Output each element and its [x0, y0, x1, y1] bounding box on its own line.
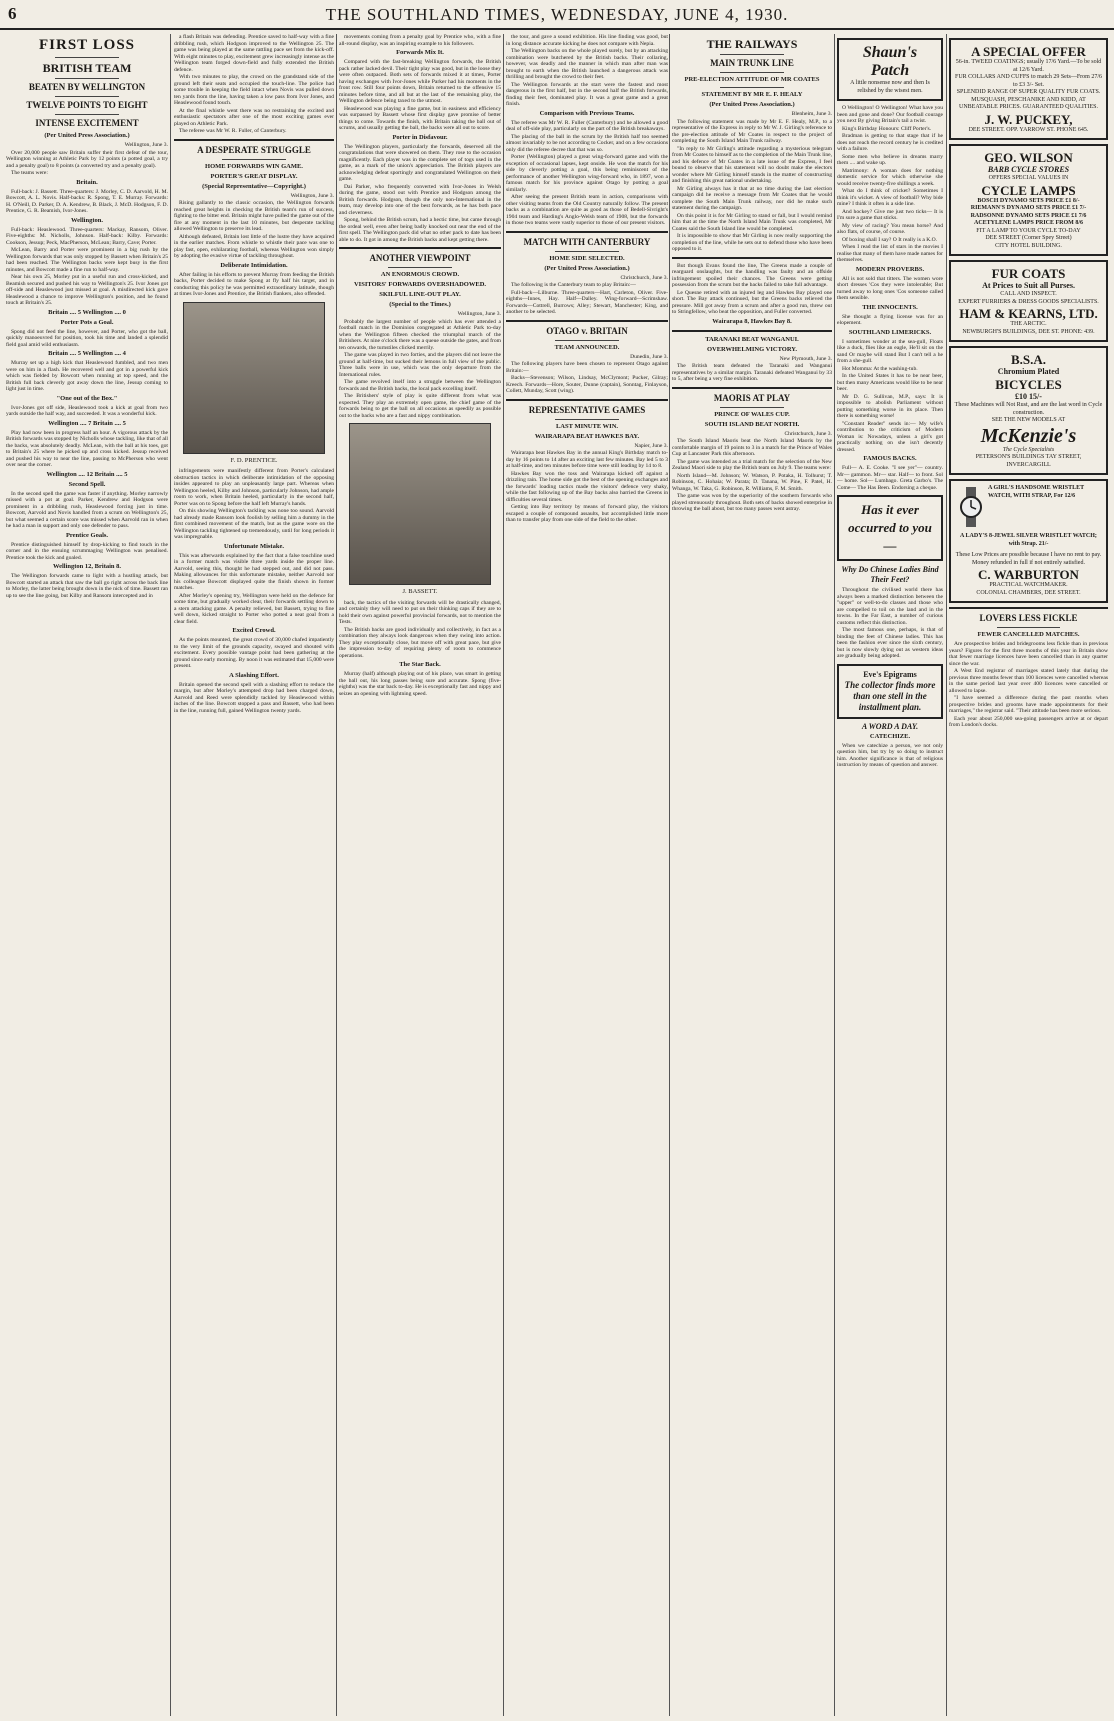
column-rule [336, 34, 337, 1716]
ad-line: Chromium Plated [997, 367, 1060, 376]
paragraph: Murray set up a high kick that Heaslewood fumbled, and two men were on him in a flash. He recovered well and got in a powerful kick which was fielded by Bowcott when running at top speed, and the British full back cleverly got away down the line, Jessup coming to light just in time. [6, 360, 168, 392]
verse: And hockey? Give me just two ticks— It is I'm sure a game that sticks. [837, 208, 943, 221]
subheadline: STATEMENT BY MR E. F. HEALY [701, 91, 803, 98]
paragraph: Each year about 250,000 sea-going passengers arrive at or depart from London's docks. [949, 715, 1108, 728]
ad-line: SPLENDID RANGE OF SUPER QUALITY FUR COATS. [956, 89, 1101, 95]
ad-advertiser: GEO. WILSON [984, 150, 1073, 165]
section-label: THE INNOCENTS. [862, 303, 918, 311]
dateline: Dunedin, June 3. [630, 353, 668, 360]
paragraph: Porter (Wellington) played a great wing-forward game and with the exception of occasional lapses, kept onside. He won the match for his side by cleverly potting a goal, this being reminiscent of the performance of another Wellington wing-forward who, in 1897, won a famous match for his province against Otago by potting a goal similarly. [506, 154, 668, 193]
paragraph: The Wellington backs on the whole played surely, but by an attacking combination were butchered by the British backs. Their collaring, however, was deadly and the manner in which man after man was brought to earth when the British launched a dangerous attack was thrilling and brought the crowd to their feet. [506, 48, 668, 80]
paragraph: a flash Britain was defending. Prentice saved to half-way with a fine dribbling rush, which Hodgson improved to the Wellington 25. The game was being played at the same rattling pace set from the kick-off. With eight minutes to play, excitement grew increasingly intense as the Wellington team forged down-field and fully extended the British defence. [174, 34, 334, 73]
verse: When I read the list of stars in the movies I realise that many of them have made names for themselves. [837, 244, 943, 263]
credit: (Special Representative—Copyright.) [202, 182, 306, 190]
verse: In the United States it has to be near beer, but then many Americans would like to be near beer. [837, 373, 943, 392]
advertisement-puckey [949, 38, 1108, 140]
section-label: FAMOUS BACKS. [863, 455, 917, 462]
subheadline: PORTER'S GREAT DISPLAY. [210, 172, 298, 180]
portrait-photo [349, 423, 491, 585]
ad-price: £10 15/- [1015, 392, 1042, 401]
ad-title: A SPECIAL OFFER [971, 44, 1086, 59]
column-rule [170, 34, 171, 1716]
section-label: Excited Crowd. [232, 627, 276, 634]
ad-line: CALL AND INSPECT. [1000, 291, 1057, 297]
headline: MATCH WITH CANTERBURY [523, 236, 651, 247]
verse: She thought a flying license was for an elopement. [837, 313, 943, 326]
wristwatch-icon [956, 487, 986, 527]
ad-address: DEE STREET (Corner Spey Street) [985, 235, 1072, 241]
paragraph: The following players have been chosen to represent Otago against Britain:— [506, 361, 668, 374]
paragraph: On this showing Wellington's tackling was none too sound. Aarvold had already made Ransom look foolish by selling him a dummy in the first combined movement of the match, but as the game wore on the Wellington tackling tightened up tremendously, until for long periods it was impregnable. [174, 508, 334, 540]
paragraph: movements coming from a penalty goal by Prentice who, with a fine all-round display, was an inspiring example to his followers. [339, 34, 501, 47]
section-label: Porter Pots a Goal. [60, 318, 114, 326]
column-rule [503, 34, 504, 1716]
ad-line: 56-in. TWEED COATINGS; usually 17/6 Yard.—To be sold at 12/6 Yard. [955, 59, 1102, 73]
dateline: Wellington, June 3. [124, 142, 168, 148]
column-1 [6, 34, 168, 1716]
score-line: Wellington .... 12 Britain .... 5 [46, 470, 128, 478]
column-rule [834, 34, 835, 1716]
paragraph: Full-back: J. Bassett. Three-quarters: J. Morley, C. D. Aarvold, H. M. Bowcott, A. L. Novis. Half-backs: R. Spong, T. E. Murray. Forwards: H. O'Neill, D. Parker, D. A. Kendrew, B. Black, J. McD. Hodgson, F. D. Prentice, G. R. Beamish, Ivor-Jones. [6, 188, 168, 214]
paragraph: back, the tactics of the visiting forwards will be drastically changed, and certainly they will need to put on their thinking caps if they are to hold their own against powerful provincial forwards, not to mention the Tests. [339, 599, 501, 625]
paragraph: The following is the Canterbury team to play Britain:— [511, 282, 636, 288]
paragraph: the tour, and gave a sound exhibition. His line finding was good, but in long distance accurate kicking he does not compare with Nepia. [506, 34, 668, 47]
ad-line: At Prices to Suit all Purses. [982, 281, 1075, 290]
paragraph: The game was won by the superiority of the southern forwards who played strenuously throughout. Both sets of backs showed enterprise in throwing the ball about, but too many passes went astray. [672, 493, 832, 512]
paragraph: The following statement was made by Mr E. F. Healy, M.P., to a representative of the Express in reply to Mr W. J. Girling's reference to the pre-election attitude of Mr Coates in respect to the project of completing the South Island Main Trunk railway. [672, 118, 832, 144]
headline: FIRST LOSS [38, 37, 135, 53]
verse: Hot Momma: At the washing-tub. [842, 365, 918, 372]
paragraph: Prentice distinguished himself by drop-kicking to find touch in the corner and in the ensuing scrummaging Wellington was penalised. Prentice took the kick and goaled. [6, 541, 168, 561]
advertisement-ham-kearns [949, 260, 1108, 342]
page-number: 6 [8, 4, 17, 23]
headline: LOVERS LESS FICKLE [979, 613, 1078, 623]
paragraph: Dai Parker, who frequently converted with Ivor-Jones in Welsh during the game, stood out with Prentice and Hodgson among the British forwards. Hodgson, though the only non-International in the team, may develop into one of the best forwards, as he has both pace and cleverness. [339, 183, 501, 216]
column-2 [174, 34, 334, 1716]
subheadline: TWELVE POINTS TO EIGHT [26, 100, 148, 110]
ad-line: FIT A LAMP TO YOUR CYCLE TO-DAY [976, 227, 1081, 234]
verse: Bradman is getting to that stage that if he does not reach the record century he is credited with a failure. [837, 133, 943, 152]
paragraph: On this point it is for Mr Girling to stand or fall, but I would remind him that at the time the North Island Main Trunk was completed, Mr Coates said the South Island line would be completed. [672, 212, 832, 232]
paragraph: Throughout the civilised world there has always been a marked distinction between the "upper" or well-to-do classes and those who are compelled to toil on the land and in the towns. In the Far East, a number of curious customs reflect this distinction. [837, 587, 943, 626]
ad-price-item: ACETYLENE LAMPS PRICE FROM 8/6 [973, 220, 1083, 226]
ad-advertiser: McKenzie's [980, 424, 1077, 447]
section-label: Second Spell. [68, 480, 106, 488]
dateline: Blenheim, June 3. [791, 111, 832, 117]
headline: REPRESENTATIVE GAMES [528, 404, 646, 415]
headline: A DESPERATE STRUGGLE [197, 144, 311, 155]
paragraph: Le Quesne retired with an injured leg and Hawkes Bay played one short. The Bay attack continued, but the Greens backs relieved the pressure. Mill got away from a scrum and after a good run, threw out to Stringfellow, who beat the opposition, and Fuller converted. [672, 289, 832, 315]
subheadline: VISITORS' FORWARDS OVERSHADOWED. [353, 281, 487, 288]
ad-line: FUR COLLARS AND CUFFS to match 29 Sets—From 27/6 to £3 3/- Set. [954, 74, 1103, 88]
paragraph: Full-back: Heaslewood. Three-quarters: Mackay, Ransom, Oliver. Five-eighths: M. Nicholls, Johnson. Half-back: Kilby. Forwards: Cookson, Jessup; Peck, MacPherson, McLean; Barry, Cave; Porter. [6, 226, 168, 246]
subheadline: FEWER CANCELLED MATCHES. [977, 631, 1080, 638]
paragraph: The referee was Mr W. R. Fuller (Canterbury) and he allowed a good deal of off-side play, particularly on the part of the British breakaways. [506, 119, 668, 132]
paragraph: Rising gallantly to the classic occasion, the Wellington forwards reached great heights in checking the British team's run of success, fighting to the bitter end. Britain might have pulled the game out of the fire at any moment in the last 10 minutes, but desperate tackling allowed Wellington to preserve its lead. [174, 200, 334, 232]
paragraph: Near his own 25, Morley put in a useful run and cross-kicked, and Beamish secured and pushed his way to Wellington's 25. Ivor Jones got off-side and Heaslewood just missed at goal. A misdirected kick gave Heaslewood a chance to improve Wellington's position, and he found touch at Britain's 25. [6, 274, 168, 306]
dateline: Christchurch, June 3. [784, 430, 832, 437]
paragraph: Probably the largest number of people which has ever attended a football match in the Dominion congregated at Athletic Park to-day when the Wellington fifteen checked the triumphal march of the Britishers. At nine o'clock there was a queue outside the gates, and from ten onwards, the turnstiles clicked merrily. [339, 318, 501, 351]
paragraph: The game was intended as a trial match for the selection of the New Zealand Maori side to play the British team on July 9. The teams were: [672, 458, 832, 471]
column-6 [837, 34, 943, 1716]
paragraph: Murray (half) although playing out of his place, was smart in getting the ball out, his long passes being sure and accurate. Spong (five-eighths) was the star back to-day. He is exceptionally fast and nippy and seizes an opening with lightning speed. [339, 671, 501, 697]
paragraph: The referee was Mr W. R. Fuller, of Canterbury. [179, 128, 287, 134]
ad-advertiser: J. W. PUCKEY, [984, 111, 1073, 127]
ad-subtitle: BARB CYCLE STORES [987, 165, 1070, 174]
paragraph: Getting into Bay territory by means of forward play, the visitors escaped a couple of compound assaults, but accomplished little more than to transfer play from one side of the field to the other. [506, 504, 668, 523]
photo-caption: J. BASSETT. [402, 588, 438, 595]
subheadline: BEATEN BY WELLINGTON [28, 82, 146, 92]
headline: TARANAKI BEAT WANGANUI. [705, 335, 799, 343]
paragraph: The Wellington players, particularly the forwards, deserved all the congratulations that were showered on them. They rose to the occasion magnificently. Each player was in the complete set of togs used in the game, as a mark of the union's appreciation. The British players are acknowledging defeat sportingly and congratulated Wellington on their game. [339, 143, 501, 182]
section-label: The Star Back. [399, 661, 441, 668]
paragraph: Spong did not feed the line, however, and Porter, who got the ball, quickly manoeuvred for position, took his time and landed a splendid field goal amid wild enthusiasm. [6, 328, 168, 348]
section-label: MODERN PROVERBS. [855, 265, 925, 273]
paragraph: "In reply to Mr Girling's attitude regarding a mysterious telegram from Mr Coates to himself as to the completion of the Main Trunk line, and his defence of Mr Coates in a late issue of the Express, I feel bound to observe that his statement will no doubt make the electors wonder where Mr Girling himself stands in the matter of constructing and finishing this great national undertaking. [672, 145, 832, 184]
ad-advertiser: C. WARBURTON [978, 567, 1079, 582]
score-line: Britain .... 5 Wellington .... 0 [48, 308, 126, 316]
section-label: Porter in Disfavour. [392, 133, 448, 141]
ad-line: These Machines will Not Rust, and are the last word in Cycle construction. [954, 402, 1103, 416]
paragraph: Full-back—Lilburne. Three-quarters—Hart, Carleton, Oliver. Five-eighths—Innes, Hay. Half—Dalley. Wing-forward—Scrimshaw. Forwards—Cottrell, Burrows; Alley; Stewart, Manchester; King, and another to be selected. [506, 289, 668, 315]
logo-text: Shaun's Patch [862, 44, 918, 79]
paragraph: The game revolved itself into a struggle between the Wellington forwards and the British backs, the local pack excelling itself. [339, 379, 501, 392]
section-label: A WORD A DAY. [861, 721, 919, 731]
verse: "Constant Reader" sends in:— My wife's contribution to the criticism of Modern Woman is: Nowadays, unless a girl's got practically nothing on she isn't decently dressed. [837, 420, 943, 453]
logo-tagline: A little nonsense now and then Is relished by the wisest men. [850, 80, 930, 94]
headline: OTAGO v. BRITAIN [546, 325, 628, 336]
subheadline: LAST MINUTE WIN. [555, 422, 619, 430]
paragraph: The placing of the ball in the scrum by the British half too seemed almost invariably to be not according to Cocker, and on a few occasions only did the referee decree that that was so. [506, 133, 668, 153]
subheadline: SOUTH ISLAND BEAT NORTH. [704, 420, 800, 428]
ad-title: B.S.A. [1010, 352, 1047, 367]
paragraph: Britain opened the second spell with a slashing effort to reduce the margin, but after Morley's attempted drop had been charged down, Aarvold and Reed were splendidly tackled by Heaslewood within inches of the line. Bowcott stopped a pass and Bassett, who had been in the line, running full, gained Wellington twenty yards. [174, 681, 334, 714]
section-label: Comparison with Previous Teams. [539, 109, 635, 117]
epigram-text: The collector finds more than one stell in the installment plan. [844, 679, 936, 712]
subheadline: HOME SIDE SELECTED. [549, 254, 625, 262]
eves-epigrams-box [837, 664, 943, 719]
paragraph: After seeing the present British team in action, comparisons with other visiting teams from the Old Country naturally follow. The present backs as a combination are quite as good as those of Bedell-Sivright's 1904 team and Harding's Anglo-Welsh team of 1908, but the forwards in those two teams were vastly superior to those of our present visitors. [506, 194, 668, 226]
section-label: Why Do Chinese Ladies Bind Their Feet? [841, 565, 939, 584]
paragraph: It is impossible to show that Mr Girling is now really supporting the completion of the line, while he sets out to defend those who have been opposed to it. [672, 233, 832, 252]
verse: O Wellington! O Wellington! What have you been and gone and done? Our football courage you next By giving Britain's tail a twist. [837, 105, 943, 124]
column-rule [946, 34, 947, 1716]
verse: All is not sold that titters. The women wore short dresses 'Cos they were intolerable; But turned away to long ones 'Cos someone called them sensible. [837, 275, 943, 301]
paragraph: The most famous one, perhaps, is that of binding the feet of Chinese ladies. This has been the fashion ever since the sixth century, but is now slowly dying out as western ideas are gradually being adopted. [837, 627, 943, 659]
photo-caption: F. D. PRENTICE. [230, 456, 278, 464]
paragraph: The British backs are good individually and collectively, in fact as a combination they always look dangerous when they swing into action. They play exceptionally close, but move off with great pace, but give the impression to-day of requiring plenty of room to commence operations. [339, 626, 501, 659]
paragraph: Wairarapa beat Hawkes Bay in the annual King's Birthday match to-day by 16 points to 14 after an exciting last few minutes. Bay led 5 to 3 at half-time, and ten minutes before time were still leading by 14 to 8. [506, 450, 668, 469]
verse: I sometimes wonder at the sea-gull, Floats like a duck, flies like an eagle, He'll sit on the sand Or maybe will stand But I can't tell a he from a she-gull. [837, 338, 943, 364]
paragraph: Although defeated, Britain lost little of the lustre they have acquired in the earlier matches. From whistle to whistle their pace was one to play fast, open, exhilarating football, whereas Wellington won simply by adopting the evasive virtue of tackling throughout. [174, 233, 334, 259]
verse: Of boxing shall I say? O It really is a K.O. [842, 236, 938, 243]
paragraph: Compared with the fast-breaking Wellington forwards, the British pack rather lacked devil. Their tight play was good, but in the loose they were often outpaced. Both sets of forwards mixed it at times, Porter having exchanges with Ivor-Jones while Parker had his moments in the front row. Still four points down, Britain returned to the offensive 15 minutes before time, and all but at the last of the remaining play, the Wellington defence being taxed to the utmost. [339, 59, 501, 104]
credit: (Per United Press Association.) [44, 132, 130, 139]
paragraph: As the points mounted, the great crowd of 30,000 chafed impatiently to the very limit of the grounds capacity, swayed and shouted with excitement. Every possible vantage point had been gathering at the ground since early morning. By noon it was estimated that 15,000 were present. [174, 637, 334, 669]
paragraph: When we catechize a person, we not only question him, but try by so doing to instruct him. Another significance is that of religious instruction by means of question and answer. [837, 742, 943, 768]
ad-price-item: RIEMANN'S DYNAMO SETS PRICE £1 7/- [970, 205, 1087, 211]
paragraph: After Morley's opening try, Wellington were held on the defence for some time, but gradually worked clear, their forwards settling down to a stern attacking game. A penalty relieved, but Bassett, trying to fine well down, kicked straight to Porter who potted a neat goal from a clear field. [174, 592, 334, 625]
paragraph: With two minutes to play, the crowd on the grandstand side of the ground left their seats and occupied the touch-line. The police had some trouble in keeping the field intact when Novis was pulled down ten yards from the line, having taken a low pass from Ivor Jones, and Heaslewood found touch. [174, 74, 334, 106]
ad-line: A GIRL'S HANDSOME WRISTLET WATCH, WITH STRAP, For 12/6 [988, 485, 1084, 499]
credit: (Per United Press Association.) [709, 101, 795, 108]
paragraph: The Wellington forwards came to light with a hustling attack, but Bowcott started an attack that saw the ball go right across the back line to Morley, the latter being brought down in the nick of time. Bassett ran up to see the line going, but Kilby and Ransom intercepted and in [6, 573, 168, 599]
column-5 [672, 34, 832, 1716]
ad-subtitle: THE ARCTIC. [1010, 321, 1047, 327]
subheadline: OVERWHELMING VICTORY. [706, 345, 798, 353]
paragraph: This was afterwards explained by the fact that a false touchline used in a former match was visible three yards inside the proper line. Aarvold, seeing this, thought he had stepped out, and did not pass. Making allowances for this unfortunate mistake, neither Aarvold nor his colleague Bowcott displayed quite the finish shown in former matches. [174, 552, 334, 591]
subheadline: INTENSE EXCITEMENT [35, 118, 139, 128]
ad-address: COLONIAL CHAMBERS, DEE STREET. [976, 589, 1081, 596]
ad-price-item: BOSCH DYNAMO SETS PRICE £1 8/- [977, 197, 1080, 204]
verse: Some men who believe in dreams marry them .... and wake up. [837, 153, 943, 166]
dateline: Wellington, June 3. [457, 311, 501, 317]
headline: MAORIS AT PLAY [713, 392, 791, 403]
ad-address: PETERSON'S BUILDINGS TAY STREET, INVERCARGILL [975, 454, 1082, 468]
has-it-occurred-text: Has it ever occurred to you— [848, 502, 932, 553]
section-label: Forwards Mix It. [396, 49, 444, 56]
subheadline: PRE-ELECTION ATTITUDE OF MR COATES [684, 76, 820, 83]
score-line: Wellington .... 7 Britain .... 5 [48, 419, 126, 427]
subheadline: WAIRARAPA BEAT HAWKES BAY. [534, 432, 640, 440]
verse: King's Birthday Honours: Cliff Porter's. [842, 125, 932, 132]
paragraph: The game was played in two forties, and the players did not leave the ground at half-time, but sucked their lemons in full view of the public. Three balls were in use, which was the only departure from the International rules. [339, 352, 501, 378]
ad-line: SEE THE NEW MODELS AT [991, 417, 1066, 423]
ad-address: NEWBURGH'S BUILDINGS, DEE ST. PHONE: 439. [962, 328, 1095, 335]
has-it-occurred-box [837, 495, 943, 561]
column-7-ads [949, 34, 1108, 1716]
paragraph: After failing in his efforts to prevent Murray from feeding the British backs, Porter decided to make Spong at fly half his target, and in conducting this policy he was permitted extraordinary latitude, though at times Ivor-Jones and Prentice, the British flankers, also offended. [174, 271, 334, 297]
section-label: Wellington. [71, 216, 103, 224]
ad-line: A LADY'S 8-JEWEL SILVER WRISTLET WATCH; with Strap. 21/- [960, 533, 1097, 547]
section-label: Britain. [76, 178, 98, 186]
ad-title: FUR COATS [991, 266, 1066, 281]
headline: THE RAILWAYS [706, 37, 798, 51]
ad-advertiser: HAM & KEARNS, LTD. [959, 306, 1098, 321]
ad-line: These Low Prices are possible because I have no rent to pay. Money refunded in full if not entirely satisfied. [955, 552, 1102, 566]
paragraph: The South Island Maoris beat the North Island Maoris by the comfortable margin of 19 points to 3 in a match for the Prince of Wales Cup at Lancaster Park this afternoon. [672, 438, 832, 457]
ad-address: CITY HOTEL BUILDING. [995, 242, 1062, 249]
portrait-photo [183, 302, 325, 454]
paragraph: A West End registrar of marriages stated lately that during the previous three months fewer than 100 licences were cancelled whereas in the same period last year over 400 licences were cancelled or allowed to lapse. [949, 668, 1108, 694]
credit: (Special to the Times.) [389, 301, 451, 308]
subheadline: HOME FORWARDS WIN GAME. [205, 162, 303, 170]
paragraph: Are prospective brides and bridegrooms less fickle than in previous years? Figures for the first three months of this year in Britain show that fewer marriage licences have been cancelled than in any quarter since the war. [949, 641, 1108, 667]
verse: Matrimony: A woman does for nothing domestic service for which otherwise she would receive twenty-five shillings a week. [837, 167, 943, 187]
dateline: Napier, June 3. [634, 442, 668, 449]
paragraph: Ivor-Jones got off side, Heaslewood took a kick at goal from two yards outside the half way, and succeeded. It was a wonderful kick. [6, 404, 168, 417]
ad-line: EXPERT FURRIERS & DRESS GOODS SPECIALISTS. [958, 298, 1099, 305]
verse: What do I think of cricket? Sometimes I think it's wicket. A view of football? Why bide mine? I think it often is a side line. [837, 188, 943, 207]
dateline: New Plymouth, June 3. [779, 355, 832, 362]
paragraph: Heaslewood was playing a fine game, but in easiness and efficiency was surpassed by Bassett whose first display gave promise of better things to come. Towards the finish, with Britain taking the ball out of scrums, and usually getting the ball, the backs were all out to score. [339, 105, 501, 131]
verse: Full— A. E. Cooke. "I see yer"— country. Mr— gammon. Mr— star. Half— to front. Sol— home. Sol— Lumbago. Greta Garbo's. The Come— The Has Been. Endorsing a cheque. [837, 465, 943, 491]
paragraph: The teams were: [11, 170, 48, 176]
ad-title: CYCLE LAMPS [981, 182, 1076, 198]
dateline: Christchurch, June 3. [620, 274, 668, 281]
section-label: CATECHIZE. [869, 732, 911, 740]
paragraph: McLean, Barry and Porter were prominent in a big rush by the Wellington forwards that was only stopped by Bassett when Britain's 25 had been reached. The Wellington backs were kept busy in the first minutes, and Bowcott made a fine run to half-way. [6, 247, 168, 273]
score-line: Britain .... 5 Wellington .... 4 [48, 350, 126, 357]
paragraph: "I have seemed a difference during the past months when prospective brides and grooms have made appointments for their marriages," the registrar said. "Their attitude has been more serious. [949, 695, 1108, 714]
credit: (Per United Press Association.) [544, 264, 630, 272]
paragraph: Backs—Stevenson; Wilson, Lindsay, McClymont; Pucker, Gilray; Kreech. Forwards—Hore, Souter, Dunne (captain), Sonntag, Finlayson, Collett, Munday, Scott (wing). [506, 375, 668, 394]
paragraph: Over 20,000 people saw Britain suffer their first defeat of the tour, Wellington winning at Athletic Park by 12 points (a potted goal, a try and a penalty goal) to 8 points (a converted try and a penalty goal). [6, 149, 168, 169]
paragraph: The British team defeated the Taranaki and Wanganui representatives by a similar margin. Taranaki defeated Wanganui by 33 to 5, after being a very fine exhibition. [672, 363, 832, 382]
ad-subtitle: PRACTICAL WATCHMAKER. [989, 582, 1068, 588]
headline: ANOTHER VIEWPOINT [369, 253, 471, 263]
ad-subtitle: The Cycle Specialists [1002, 446, 1055, 453]
paragraph: At the final whistle went there was no restraining the excited and enthusiastic spectators after one of the most exciting games ever played on Athletic Park. [174, 107, 334, 127]
section-label: Deliberate Intimidation. [220, 261, 288, 269]
subheadline: MAIN TRUNK LINE [710, 58, 794, 68]
headline: BRITISH TEAM [42, 61, 132, 75]
paragraph: North Island—M. Johnson; W. Watson, P. Potaka, H. Tolhurst; T. Robinson, C. Hohaia; W. Parata; D. Tanana, W. Pine, F. Patel, H. Whanga, W. Taka, G. Robinson, R. Williams, F. M. Smith. [672, 472, 832, 492]
ad-line: MUSQUASH, PESCHANIKE AND KIDD, AT UNBEATABLE PRICES. GUARANTEED QUALITIES. [958, 96, 1098, 110]
subheadline: AN ENORMOUS CROWD. [380, 271, 460, 278]
shauns-patch-logo [837, 38, 943, 101]
score-line: Wellington 12, Britain 8. [52, 563, 122, 570]
paragraph: In the second spell the game was faster if anything. Morley narrowly missed with a pot at goal. Parker, Kendrew and Hodgson were prominent in a dribbling rush, Heaslewood forcing just in time. Bowcott, Aarvold and Novis handled from a scrum on Wellington's 25, but what seemed a certain score was missed when Aarvold ran in when he had a man in support and only one defender to pass. [6, 490, 168, 529]
verse: My view of racing? You mean horse? And also flats, of course, of course. [837, 222, 943, 235]
paragraph: Mr Girling always has it that at no time during the last election campaign did he receive a message from Mr Coates that he would complete the South Main Trunk railway, nor did he make such statement during the campaign. [672, 185, 832, 211]
paragraph: But though Evans found the line, The Greens made a couple of rearguard onslaughts, but the handling was faulty and an offside infringement spoiled their chances. The Greens were getting possession from the scrum but the backs failed to take full advantage. [672, 262, 832, 288]
section-label: A Slashing Effort. [229, 671, 279, 679]
advertisement-mckenzies [949, 346, 1108, 475]
score-line: Wairarapa 8, Hawkes Bay 8. [712, 317, 792, 325]
column-3 [339, 34, 501, 1716]
dateline: Wellington, June 3. [290, 192, 334, 199]
section-label: "One out of the Box." [56, 394, 118, 402]
paragraph: Hawkes Bay won the toss and Wairarapa kicked off against a drizzling rain. The home side got the best of the opening exchanges and the forwards' loading tactics made the visitors' defence very shaky, while the fast following up of the Bay backs also harried the Greens in difficulties several times. [506, 470, 668, 503]
subheadline: TEAM ANNOUNCED. [554, 343, 620, 351]
paragraph: Spong, behind the British scrum, had a hectic time, but came through the ordeal well, even after being badly knocked out near the end of the first spell. The Wellington pack did what no other pack to date has been able to do. It got in among the British backs and kept getting there. [339, 217, 501, 243]
paragraph: The Wellington forwards at the start were the fastest and most dangerous in the first half, but in the second half the British forwards, finding their feet, dominated play. It was a great game and a great finish. [506, 81, 668, 107]
ad-address: DEE STREET. OPP. YARROW ST. PHONE 645. [968, 126, 1089, 133]
paragraph: Play had now been in progress half an hour. A vigorous attack by the British forwards was stopped by Nicholls whose tackling, like that of all the backs, was absolutely deadly. McLean, with the ball at his toes, got to Britain's 25 where he picked up and cross kicked. Jessup received and pushed his way to near the line, passing to McPherson who went over near the corner. [6, 429, 168, 468]
advertisement-warburton [949, 479, 1108, 603]
section-label: Unfortunate Mistake. [224, 542, 284, 550]
ad-title: BICYCLES [995, 377, 1062, 392]
paragraph: infringements were manifestly different from Porter's calculated obstruction tactics in which deliberate intimidation of the opposing insides appeared to play an unpleasantly large part. Whereas when Wellington heeled, Kilby and Johnson, particularly Johnson, had ample room to work, when Britain heeled, particularly in the second half, Porter was on to Spong before the half left Murray's hands. [174, 468, 334, 507]
section-label: Prentice Goals. [65, 531, 109, 539]
subheadline: SKILFUL LINE-OUT PLAY. [379, 291, 461, 298]
subheadline: PRINCE OF WALES CUP. [714, 410, 790, 418]
section-label: SOUTHLAND LIMERICKS. [848, 328, 932, 336]
epigram-title: Eve's Epigrams [863, 669, 917, 679]
advertisement-wilson [949, 144, 1108, 256]
masthead [0, 0, 1114, 30]
verse: Mr D. G. Sullivan, M.P., says: It is impossible to abolish Parliament without putting something worse in its place. Then there is something worse! [837, 393, 943, 419]
column-4 [506, 34, 668, 1716]
ad-line: OFFERS SPECIAL VALUES IN [988, 175, 1069, 181]
newspaper-title: THE SOUTHLAND TIMES, WEDNESDAY, JUNE 4, 1930. [325, 5, 789, 24]
column-rule [669, 34, 670, 1716]
ad-price-item: RADSONNE DYNAMO SETS PRICE £1 7/6 [970, 212, 1087, 219]
paragraph: The Britishers' style of play is quite different from what was expected. They play an extremely open game, the chief game of the forwards being to get the ball on all occasions as speedily as possible out to the backs who are a fast and nippy combination. [339, 393, 501, 419]
